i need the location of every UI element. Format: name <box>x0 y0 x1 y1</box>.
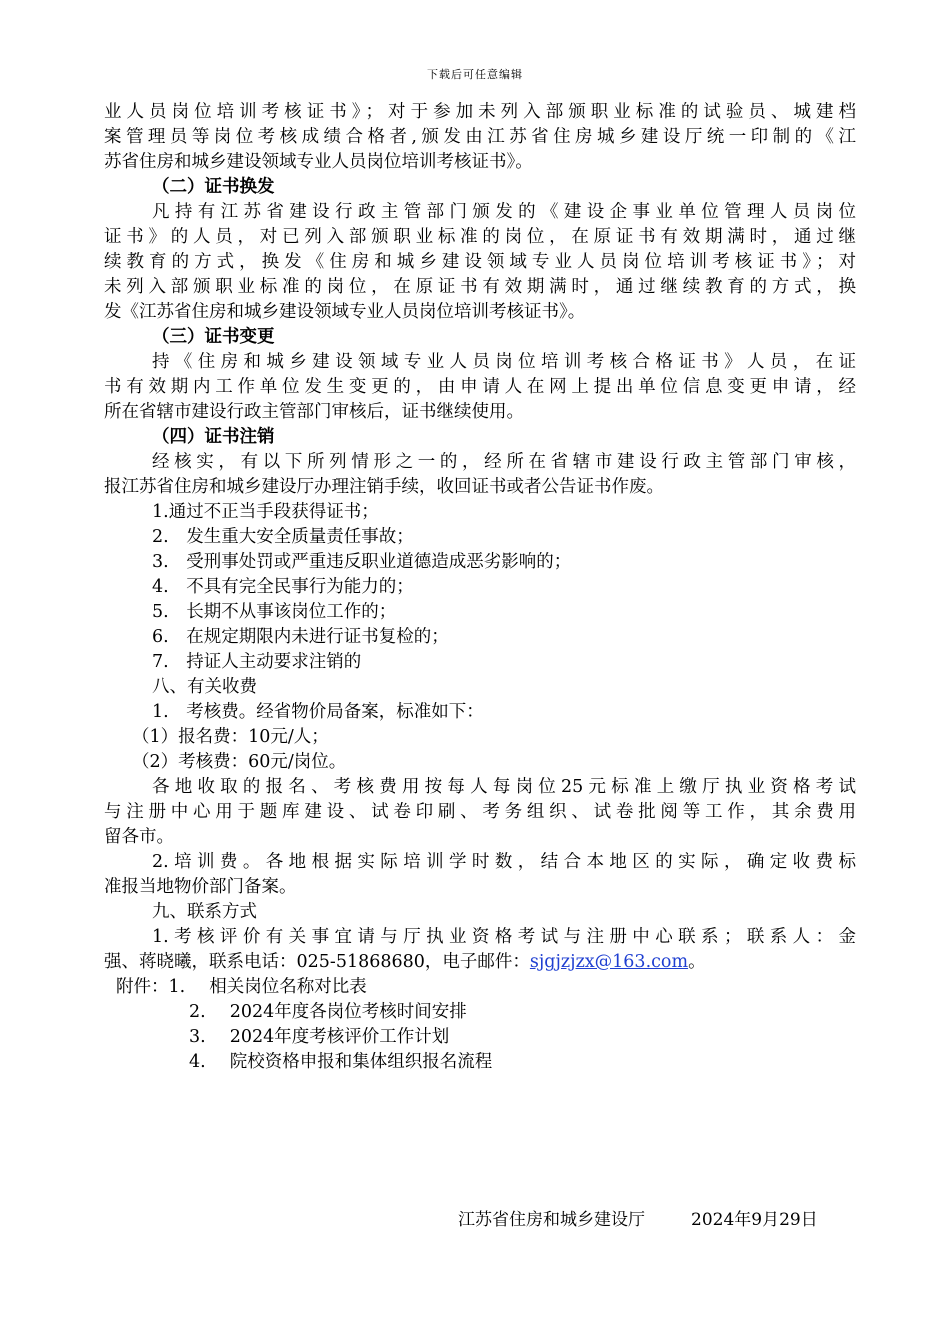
cancel-condition-item: 7. 持证人主动要求注销的 <box>152 652 362 672</box>
section-heading-contact: 九、联系方式 <box>152 902 257 922</box>
section-heading-renewal: （二）证书换发 <box>152 177 275 197</box>
attachment-title: 2024年度考核评价工作计划 <box>229 1027 450 1047</box>
paragraph-line: 持《住房和城乡建设领域专业人员岗位培训考核合格证书》人员，在证 <box>152 352 856 372</box>
attachment-num: 1. <box>168 977 186 997</box>
attachment-item <box>104 1050 856 1075</box>
attachment-title: 相关岗位名称对比表 <box>209 977 367 997</box>
paragraph-line: 经核实，有以下所列情形之一的，经所在省辖市建设行政主管部门审核， <box>152 452 856 472</box>
paragraph-line: 未列入部颁职业标准的岗位，在原证书有效期满时，通过继续教育的方式，换 <box>104 277 856 297</box>
paragraph-line: 准报当地物价部门备案。 <box>104 877 297 897</box>
paragraph-line: 发《江苏省住房和城乡建设领域专业人员岗位培训考核证书》。 <box>104 302 586 322</box>
paragraph-line: 各地收取的报名、考核费用按每人每岗位25元标准上缴厅执业资格考试 <box>152 777 856 797</box>
paragraph-line: 1.考核评价有关事宜请与厅执业资格考试与注册中心联系；联系人：金 <box>152 927 856 947</box>
paragraph-line: 苏省住房和城乡建设领域专业人员岗位培训考核证书》。 <box>104 152 533 172</box>
section-heading-change: （三）证书变更 <box>152 327 275 347</box>
attachment-num: 3. <box>189 1027 206 1047</box>
document-body <box>104 100 856 1075</box>
paragraph-line: 证书》的人员，对已列入部颁职业标准的岗位，在原证书有效期满时，通过继 <box>104 227 856 247</box>
attachment-item <box>104 1025 856 1050</box>
attachment-title: 2024年度各岗位考核时间安排 <box>229 1002 467 1022</box>
cancel-condition-item: 5. 长期不从事该岗位工作的； <box>152 602 397 622</box>
cancel-condition-item: 6. 在规定期限内未进行证书复检的； <box>152 627 449 647</box>
section-heading-fees: 八、有关收费 <box>152 677 257 697</box>
cancel-condition-item: 2. 发生重大安全质量责任事故； <box>152 527 414 547</box>
paragraph-line: 与注册中心用于题库建设、试卷印刷、考务组织、试卷批阅等工作，其余费用 <box>104 802 856 822</box>
attachment-label: 附件： <box>116 977 169 997</box>
paragraph-line: 报江苏省住房和城乡建设厅办理注销手续，收回证书或者公告证书作废。 <box>104 477 664 497</box>
attachment-num: 2. <box>189 1002 206 1022</box>
paragraph-line: 案管理员等岗位考核成绩合格者,颁发由江苏省住房城乡建设厅统一印制的《江 <box>104 127 856 147</box>
paragraph-line: 续教育的方式，换发《住房和城乡建设领域专业人员岗位培训考核证书》；对 <box>104 252 856 272</box>
paragraph-line: 所在省辖市建设行政主管部门审核后，证书继续使用。 <box>104 402 524 422</box>
paragraph-line: 业人员岗位培训考核证书》；对于参加未列入部颁职业标准的试验员、城建档 <box>104 102 856 122</box>
attachment-item <box>104 1000 856 1025</box>
attachment-title: 院校资格申报和集体组织报名流程 <box>229 1052 493 1072</box>
fee-item: （2）考核费：60元/岗位。 <box>132 752 347 772</box>
paragraph-line: 2.培训费。各地根据实际培训学时数，结合本地区的实际，确定收费标 <box>152 852 856 872</box>
signature-org: 江苏省住房和城乡建设厅 <box>458 1210 645 1230</box>
paragraph-line: 凡持有江苏省建设行政主管部门颁发的《建设企事业单位管理人员岗位 <box>152 202 856 222</box>
email-link[interactable]: sjgjzjzx@163.com <box>529 952 689 972</box>
attachment-item <box>104 975 856 1000</box>
contact-end: 。 <box>688 952 706 972</box>
signature-block <box>458 1205 818 1230</box>
paragraph-line: 留各市。 <box>104 827 174 847</box>
fee-item: 1. 考核费。经省物价局备案，标准如下： <box>152 702 484 722</box>
contact-text: 强、蒋晓曦，联系电话：025-51868680，电子邮件： <box>104 952 530 972</box>
contact-line <box>104 950 856 975</box>
cancel-condition-item: 1.通过不正当手段获得证书； <box>152 502 379 522</box>
attachment-num: 4. <box>189 1052 206 1072</box>
paragraph-line: 书有效期内工作单位发生变更的，由申请人在网上提出单位信息变更申请，经 <box>104 377 856 397</box>
cancel-condition-item: 4. 不具有完全民事行为能力的； <box>152 577 414 597</box>
fee-item: （1）报名费：10元/人； <box>132 727 329 747</box>
header-note: 下载后可任意编辑 <box>427 68 523 81</box>
section-heading-cancel: （四）证书注销 <box>152 427 275 447</box>
cancel-condition-item: 3. 受刑事处罚或严重违反职业道德造成恶劣影响的； <box>152 552 572 572</box>
signature-date: 2024年9月29日 <box>691 1210 818 1230</box>
